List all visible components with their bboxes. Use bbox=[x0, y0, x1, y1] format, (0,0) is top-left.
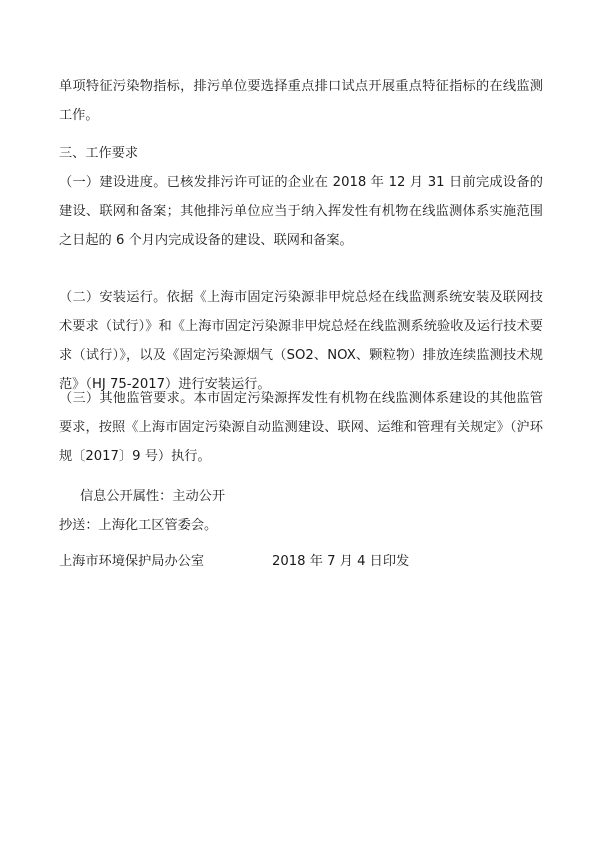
issuer-name: 上海市环境保护局办公室 bbox=[59, 554, 205, 569]
paragraph-continuation: 单项特征污染物指标，排污单位要选择重点排口试点开展重点特征指标的在线监测工作。 bbox=[59, 79, 543, 123]
cc-line: 抄送：上海化工区管委会。 bbox=[59, 518, 218, 533]
requirement-item-3: （三）其他监管要求。本市固定污染源挥发性有机物在线监测体系建设的其他监管要求，按照《上海市固定污染源自动监测建设、联网、运维和管理有关规定》（沪环规〔2017〕9 号）执行。 bbox=[59, 391, 543, 464]
requirement-item-1: （一）建设进度。已核发排污许可证的企业在 2018 年 12 月 31 日前完成设备的建设、联网和备案；其他排污单位应当于纳入挥发性有机物在线监测体系实施范围之日起的 6 个月内完成设备的建设、联网和备案。 bbox=[59, 175, 543, 248]
issuer-footer bbox=[59, 547, 543, 576]
issue-date: 2018 年 7 月 4 日印发 bbox=[272, 554, 410, 569]
requirement-item-2: （二）安装运行。依据《上海市固定污染源非甲烷总烃在线监测系统安装及联网技术要求（试行）》和《上海市固定污染源非甲烷总烃在线监测系统验收及运行技术要求（试行）》，以及《固定污染源烟气（SO2、NOX、颗粒物）排放连续监测技术规范》（HJ 75-2017）进行安装运行。 bbox=[59, 290, 543, 392]
section-heading: 三、工作要求 bbox=[59, 146, 139, 161]
disclosure-attribute: 信息公开属性：主动公开 bbox=[80, 489, 226, 504]
